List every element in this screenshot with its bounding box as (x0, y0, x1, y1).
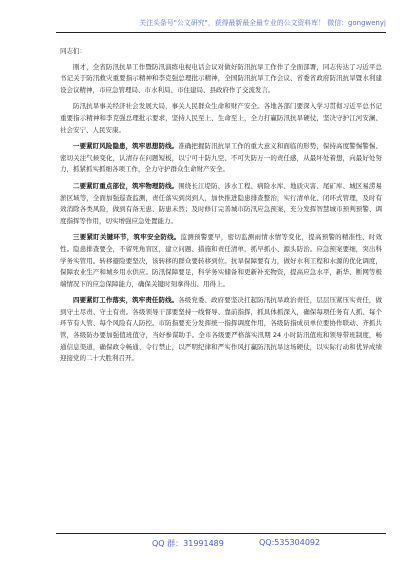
paragraph-4 (60, 181, 382, 227)
paragraph-1 (60, 62, 382, 97)
paragraph-2 (60, 101, 382, 136)
paragraph-5-body: 监测预警要早，密切监测雨情水情等变化，提高预警的精准性、时效性。隐患排查要全，不留死角盲区，建立问题、措施和责任清单，抓早抓小、源头防治。应急预案要细，突出科学务实管用。转移避险要坚决，该转移的群众要转移到位。抗旱保障要有力，做好水利工程和水源的优化调度，保障农业生产和城乡用水供应。防汛保障要足，科学务实储备和更新补充物资，提高应急水平，新华、断网等极端情况下的应急保障能力，确保关键时刻拿得出、用得上。 (60, 233, 383, 288)
paragraph-3-body: 准确把握防汛抗旱工作的重大意义和面临的形势，保持高度警惕警惕、密切关注气候变化，认清存在问题短板，以宁可十防九空、不可失防万一的责任感，从最坏处着想，向最好处努力，抓紧抓实抓细各项工作，全力守护群众生命财产安全。 (60, 142, 383, 174)
footer-divider (56, 533, 386, 534)
paragraph-6 (60, 295, 382, 365)
header-promo-text: 关注头条号"公文研究"，获得最新最全最专业的公文资料库！ 微信：gongwenyj (139, 19, 386, 27)
paragraph-1-body: 刚才，全省防汛抗旱工作暨防汛演练电视电话会议对做好防汛抗旱工作作了全面部署，同志传达了习近平总书记关于防汛救灾重要指示精神和李克强总理批示精神，全国防汛抗旱工作会议、省委省政府防汛抗旱暨水利建设会议精神，市应急管理局、市水利局、市住建局、县政府作了交流发言。 (60, 62, 382, 94)
paragraph-5-lead: 三要紧盯关键环节，筑牢安全防线。 (73, 233, 181, 242)
paragraph-6-lead: 四要紧盯工作落实，筑牢责任防线。 (73, 296, 179, 305)
paragraph-4-lead: 二要紧盯重点部位，筑牢物理防线。 (73, 181, 179, 190)
paragraph-2-body: 防汛抗旱事关经济社会发展大局，事关人民群众生命和财产安全。各地各部门要深入学习贯彻习近平总书记重要指示精神和李克强总理批示要求，坚持人民至上、生命至上，全力打赢防汛抗旱硬仗，坚决守护江河安澜、社会安宁、人民安康。 (60, 102, 382, 134)
paragraph-5 (60, 232, 382, 290)
paragraph-3-lead: 一要紧盯风险隐患，筑牢思想防线。 (73, 142, 179, 151)
paragraph-6-body: 各级党委、政府要坚决扛起防汛抗旱政治责任，层层压紧压实责任，做到守土尽责、守土有责。各级领导干部要坚持一线督导、靠前指挥，抓具体抓深入，确保每项任务有人抓、每个环节有人管、每个风险有人防控。市防指要充分发挥统一指挥调度作用，各级防指成员单位要协作联动、齐抓共管，各级防办要加强值班值守，当好参谋助手。全市各级要严格落实汛期 24 小时防汛值班和领导带班制度，畅通信息渠道，确保政令畅通、令行禁止，以严明纪律和严实作风打赢防汛抗旱这场硬仗，以实际行动和优异成绩迎接党的二十大胜利召开。 (60, 296, 383, 363)
header-divider (56, 32, 386, 33)
footer-qq-number: QQ:535304092 (259, 538, 321, 547)
paragraph-4-body: 围绕长江堤防、涉水工程、病险水库、地质灾害、尾矿库、城区易涝易淤区域等，全面加强巡查监测，责任落实到岗到人，加快推进隐患排查整治，实行清单化、闭环式管理，及时有效消除各类风险，做到有备无患、防患未然；及时修订完善城市防汛应急预案，充分发挥智慧城市预判预警、调度指挥等作用，切实增强应急处置能力。 (60, 181, 383, 225)
document-body (60, 46, 382, 370)
salutation: 同志们： (60, 47, 86, 55)
paragraph-3 (60, 141, 382, 176)
footer-qq-group: QQ 群：31991489 (152, 539, 224, 548)
page-footer (0, 533, 408, 553)
